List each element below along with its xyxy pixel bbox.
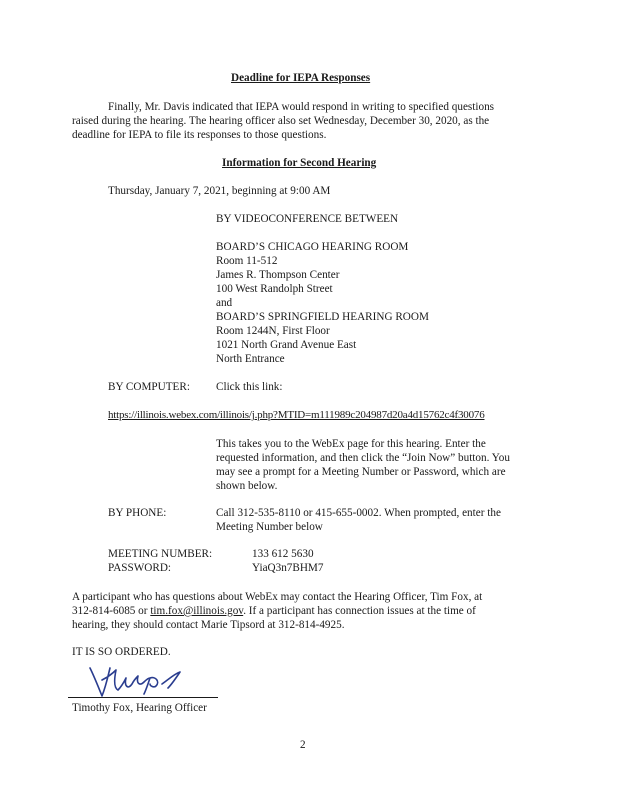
signer-name: Timothy Fox, Hearing Officer <box>72 702 207 714</box>
click-link-text: Click this link: <box>216 381 283 393</box>
meeting-number-label: MEETING NUMBER: <box>108 548 213 560</box>
paragraph-line: raised during the hearing. The hearing officer also set Wednesday, December 30, 2020, as the <box>72 115 490 127</box>
password-label: PASSWORD: <box>108 562 172 574</box>
by-computer-label: BY COMPUTER: <box>108 381 190 393</box>
location-line: James R. Thompson Center <box>216 269 340 281</box>
email-link[interactable]: tim.fox@illinois.gov <box>150 605 244 617</box>
location-line: BOARD’S CHICAGO HEARING ROOM <box>216 241 409 253</box>
password-value: YiaQ3n7BHM7 <box>252 562 324 574</box>
paragraph-line: Finally, Mr. Davis indicated that IEPA would respond in writing to specified questions <box>108 101 495 113</box>
instruction-line: may see a prompt for a Meeting Number or Password, which are <box>216 466 506 478</box>
paragraph-line: deadline for IEPA to file its responses to those questions. <box>72 129 327 141</box>
location-line: 100 West Randolph Street <box>216 283 333 295</box>
contact-line: A participant who has questions about WebEx may contact the Hearing Officer, Tim Fox, at <box>72 591 483 603</box>
location-line: North Entrance <box>216 353 285 365</box>
by-phone-label: BY PHONE: <box>108 507 167 519</box>
section-heading-deadline: Deadline for IEPA Responses <box>231 72 371 84</box>
meeting-number-value: 133 612 5630 <box>252 548 314 560</box>
location-line: Room 1244N, First Floor <box>216 325 330 337</box>
instruction-line: This takes you to the WebEx page for this hearing. Enter the <box>216 438 486 450</box>
contact-line: hearing, they should contact Marie Tipsord at 312-814-4925. <box>72 619 345 631</box>
phone-line: Call 312-535-8110 or 415-655-0002. When prompted, enter the <box>216 507 501 519</box>
location-line: 1021 North Grand Avenue East <box>216 339 357 351</box>
instruction-line: shown below. <box>216 480 278 492</box>
contact-line-prefix: 312-814-6085 or <box>72 605 151 617</box>
contact-line-suffix: . If a participant has connection issues at the time of <box>243 605 476 617</box>
webex-link[interactable]: https://illinois.webex.com/illinois/j.php?MTID=m111989c204987d20a4d15762c4f30076 <box>108 409 485 421</box>
contact-line <box>72 604 476 618</box>
signature-line <box>68 697 218 698</box>
phone-line: Meeting Number below <box>216 521 323 533</box>
videoconference-label: BY VIDEOCONFERENCE BETWEEN <box>216 213 399 225</box>
location-line: BOARD’S SPRINGFIELD HEARING ROOM <box>216 311 429 323</box>
so-ordered: IT IS SO ORDERED. <box>72 646 171 658</box>
location-line: and <box>216 297 233 309</box>
instruction-line: requested information, and then click the “Join Now” button. You <box>216 452 510 464</box>
page-number: 2 <box>300 739 306 751</box>
location-line: Room 11-512 <box>216 255 278 267</box>
hearing-date: Thursday, January 7, 2021, beginning at 9:00 AM <box>108 185 331 197</box>
section-heading-second-hearing: Information for Second Hearing <box>222 157 377 169</box>
